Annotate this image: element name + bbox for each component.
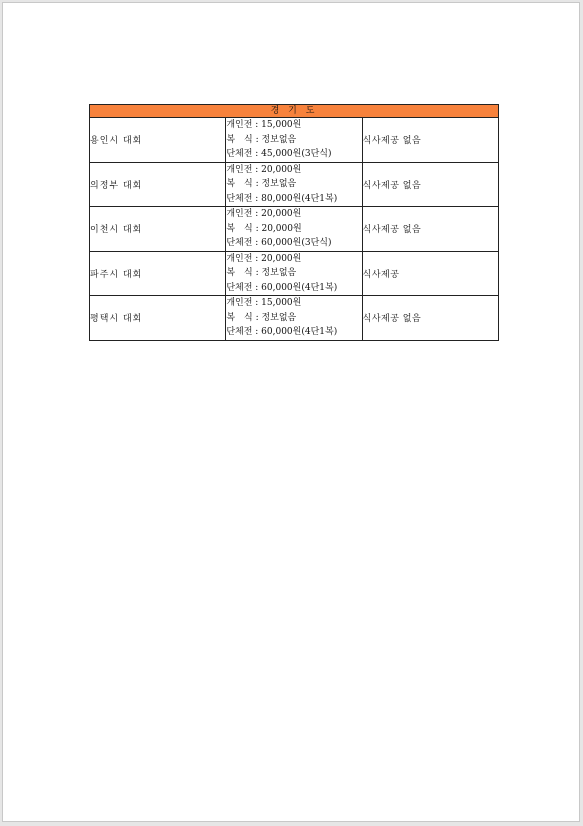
table-row	[90, 118, 499, 163]
individual-fee: 개인전 : 20,000원	[226, 209, 302, 219]
fee-cell	[226, 118, 362, 163]
team-fee: 단체전 : 80,000원(4단1복)	[226, 193, 338, 204]
doubles-fee: 복 식 : 정보없음	[226, 179, 297, 189]
meal-info: 식사제공 없음	[362, 296, 498, 341]
event-name: 파주시 대회	[90, 251, 226, 296]
meal-info: 식사제공 없음	[362, 162, 498, 207]
meal-info: 식사제공 없음	[362, 207, 498, 252]
event-name: 이천시 대회	[90, 207, 226, 252]
fee-cell	[226, 296, 362, 341]
tournament-fee-table	[89, 104, 499, 341]
fee-cell	[226, 207, 362, 252]
table-row	[90, 162, 499, 207]
doubles-fee: 복 식 : 20,000원	[226, 223, 302, 234]
document-page	[2, 2, 580, 822]
individual-fee: 개인전 : 20,000원	[226, 253, 302, 264]
doubles-fee: 복 식 : 정보없음	[226, 268, 297, 278]
doubles-fee: 복 식 : 정보없음	[226, 312, 297, 323]
event-name: 평택시 대회	[90, 296, 226, 341]
meal-info: 식사제공 없음	[362, 118, 498, 163]
region-header-row	[90, 105, 499, 118]
team-fee: 단체전 : 60,000원(4단1복)	[226, 327, 338, 337]
fee-cell	[226, 162, 362, 207]
individual-fee: 개인전 : 20,000원	[226, 164, 302, 175]
doubles-fee: 복 식 : 정보없음	[226, 134, 297, 145]
meal-info: 식사제공	[362, 251, 498, 296]
team-fee: 단체전 : 60,000원(4단1복)	[226, 282, 338, 293]
table-row	[90, 296, 499, 341]
table-row	[90, 251, 499, 296]
team-fee: 단체전 : 45,000원(3단식)	[226, 149, 332, 159]
event-name: 의정부 대회	[90, 162, 226, 207]
table-row	[90, 207, 499, 252]
individual-fee: 개인전 : 15,000원	[226, 120, 302, 130]
fee-cell	[226, 251, 362, 296]
individual-fee: 개인전 : 15,000원	[226, 298, 302, 308]
team-fee: 단체전 : 60,000원(3단식)	[226, 238, 332, 248]
event-name: 용인시 대회	[90, 118, 226, 163]
region-header: 경 기 도	[90, 105, 499, 118]
